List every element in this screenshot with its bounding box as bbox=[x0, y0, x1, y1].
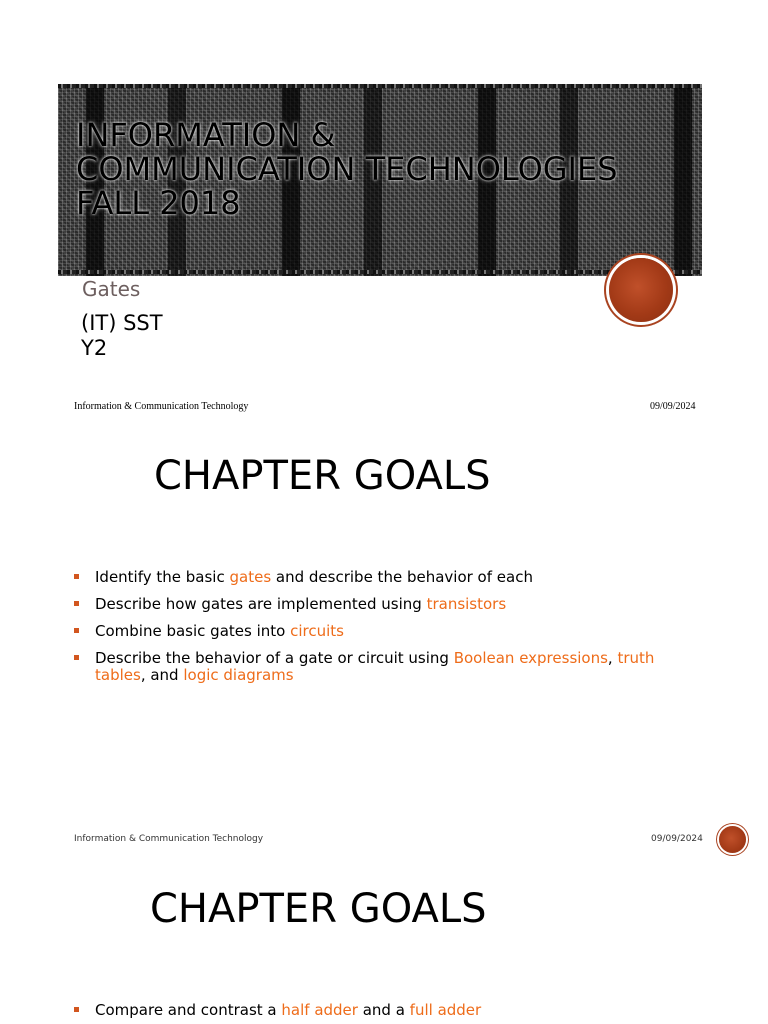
bullet-marker bbox=[74, 628, 79, 633]
highlighted-term: half adder bbox=[281, 1001, 358, 1019]
bullet-list bbox=[74, 569, 704, 694]
slide-subtitle: Gates bbox=[82, 277, 141, 301]
highlighted-term: full adder bbox=[409, 1001, 482, 1019]
bullet-marker bbox=[74, 655, 79, 660]
bullet-item bbox=[74, 623, 704, 640]
bullet-item bbox=[74, 650, 704, 684]
decorative-circle bbox=[609, 258, 673, 322]
bullet-text: and a bbox=[357, 1001, 410, 1019]
bullet-item bbox=[74, 596, 704, 613]
footer-left: Information & Communication Technology bbox=[74, 401, 249, 412]
banner-bottom-rule bbox=[58, 270, 702, 274]
slide-title bbox=[76, 118, 696, 220]
bullet-marker bbox=[74, 1007, 79, 1012]
footer-date: 09/09/2024 bbox=[650, 401, 696, 412]
org-line: (IT) SST bbox=[81, 311, 163, 335]
highlighted-term: gates bbox=[229, 568, 272, 586]
slide-title-line: INFORMATION & bbox=[76, 116, 336, 154]
bullet-list bbox=[74, 1002, 704, 1024]
highlighted-term: truth tables bbox=[95, 649, 655, 684]
slide-title-line: FALL 2018 bbox=[76, 184, 241, 222]
decorative-circle bbox=[719, 826, 746, 853]
highlighted-term: circuits bbox=[290, 622, 344, 640]
slide-heading: CHAPTER GOALS bbox=[150, 886, 487, 932]
highlighted-term: transistors bbox=[426, 595, 507, 613]
footer-left: Information & Communication Technology bbox=[74, 834, 264, 844]
bullet-text: , bbox=[607, 649, 618, 667]
highlighted-term: Boolean expressions bbox=[453, 649, 608, 667]
bullet-marker bbox=[74, 601, 79, 606]
org-line: Y2 bbox=[81, 336, 108, 360]
bullet-text: and describe the behavior of each bbox=[271, 568, 533, 586]
slide-heading: CHAPTER GOALS bbox=[154, 453, 491, 499]
highlighted-term: logic diagrams bbox=[183, 666, 294, 684]
slide-org-info bbox=[81, 311, 163, 361]
bullet-marker bbox=[74, 574, 79, 579]
slide-title-line: COMMUNICATION TECHNOLOGIES bbox=[76, 150, 618, 188]
bullet-item bbox=[74, 569, 704, 586]
bullet-text: Combine basic gates into bbox=[95, 622, 291, 640]
bullet-text: Identify the basic bbox=[95, 568, 230, 586]
bullet-text: , and bbox=[140, 666, 184, 684]
bullet-item bbox=[74, 1002, 704, 1019]
bullet-text: Describe the behavior of a gate or circuit using bbox=[95, 649, 454, 667]
bullet-text: Compare and contrast a bbox=[95, 1001, 282, 1019]
banner-top-rule bbox=[58, 84, 702, 88]
bullet-text: Describe how gates are implemented using bbox=[95, 595, 427, 613]
footer-date: 09/09/2024 bbox=[651, 834, 703, 844]
